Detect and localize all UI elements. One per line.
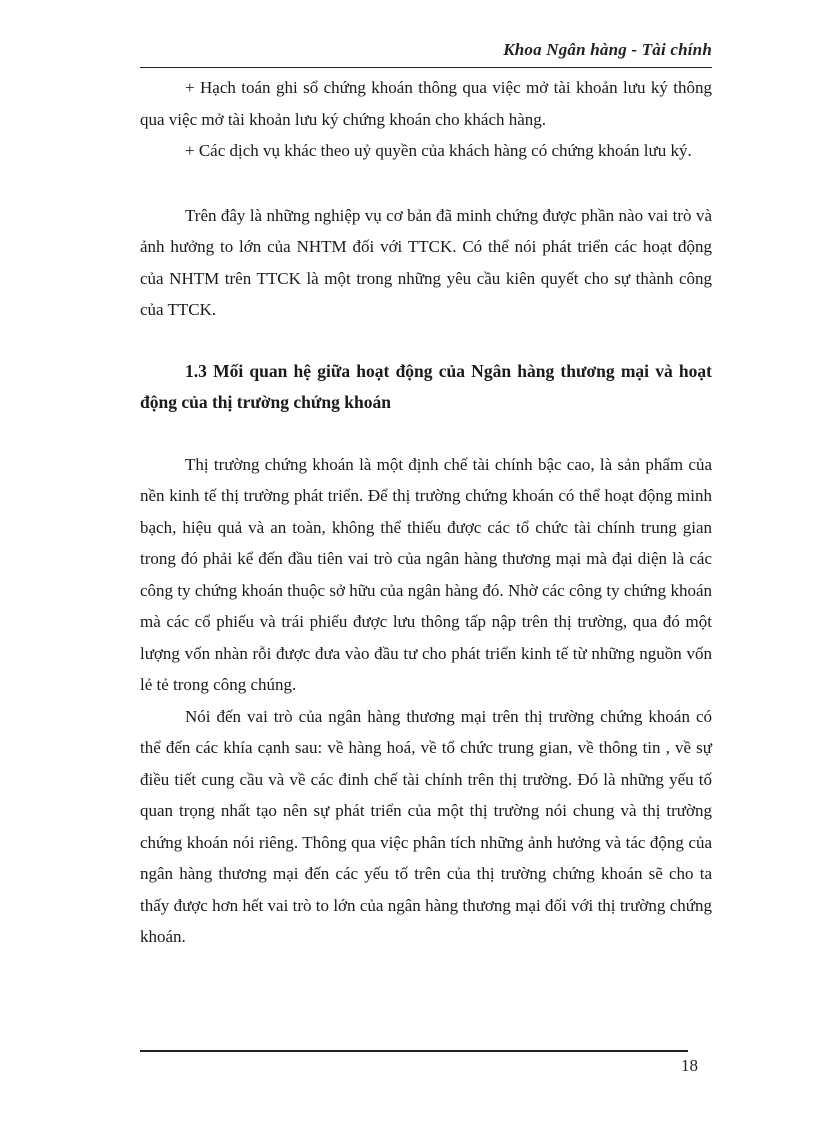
page-number: 18	[681, 1056, 698, 1075]
body-paragraph: Thị trường chứng khoán là một định chế tài chính bậc cao, là sản phẩm của nền kinh tế thị trường phát triển. Để thị trường chứng khoán có thể hoạt động minh bạch, hiệu quả và an toàn, không thể thiếu được các tổ chức tài chính trung gian trong đó phải kể đến đầu tiên vai trò của ngân hàng thương mại mà đại diện là các công ty chứng khoán thuộc sở hữu của ngân hàng đó. Nhờ các công ty chứng khoán mà các cổ phiếu và trái phiếu được lưu thông tấp nập trên thị trường, qua đó một lượng vốn nhàn rỗi được đưa vào đầu tư cho phát triển kinh tế từ những nguồn vốn lẻ tẻ trong công chúng.	[140, 454, 712, 694]
bullet-item: + Hạch toán ghi sổ chứng khoán thông qua việc mở tài khoản lưu ký thông qua việc mở tài khoản lưu ký chứng khoán cho khách hàng.	[140, 78, 712, 129]
spacer	[140, 167, 712, 200]
section-heading: 1.3 Mối quan hệ giữa hoạt động của Ngân hàng thương mại và hoạt động của thị trường chứng khoán	[140, 360, 712, 412]
spacer	[140, 419, 712, 449]
page-body	[140, 72, 712, 953]
bullet-item: + Các dịch vụ khác theo uỷ quyền của khách hàng có chứng khoán lưu ký.	[185, 141, 692, 160]
page-header-title: Khoa Ngân hàng - Tài chính	[503, 40, 712, 59]
header-divider	[140, 67, 712, 68]
footer-divider	[140, 1050, 688, 1052]
summary-paragraph: Trên đây là những nghiệp vụ cơ bản đã minh chứng được phần nào vai trò và ảnh hưởng to lớn của NHTM đối với TTCK. Có thể nói phát triển các hoạt động của NHTM trên TTCK là một trong những yêu cầu kiên quyết cho sự thành công của TTCK.	[140, 205, 712, 319]
body-paragraph: Nói đến vai trò của ngân hàng thương mại trên thị trường chứng khoán có thể đến các khía cạnh sau: về hàng hoá, về tổ chức trung gian, về thông tin , về sự điều tiết cung cầu và về các đinh chế tài chính trên thị trường. Đó là những yếu tố quan trọng nhất tạo nên sự phát triển của một thị trường nói chung và thị trường chứng khoán nói riêng. Thông qua việc phân tích những ảnh hưởng và tác động của ngân hàng thương mại đến các yếu tố trên của thị trường chứng khoán sẽ cho ta thấy được hơn hết vai trò to lớn của ngân hàng thương mại đối với thị trường chứng khoán.	[140, 706, 712, 946]
spacer	[140, 326, 712, 356]
